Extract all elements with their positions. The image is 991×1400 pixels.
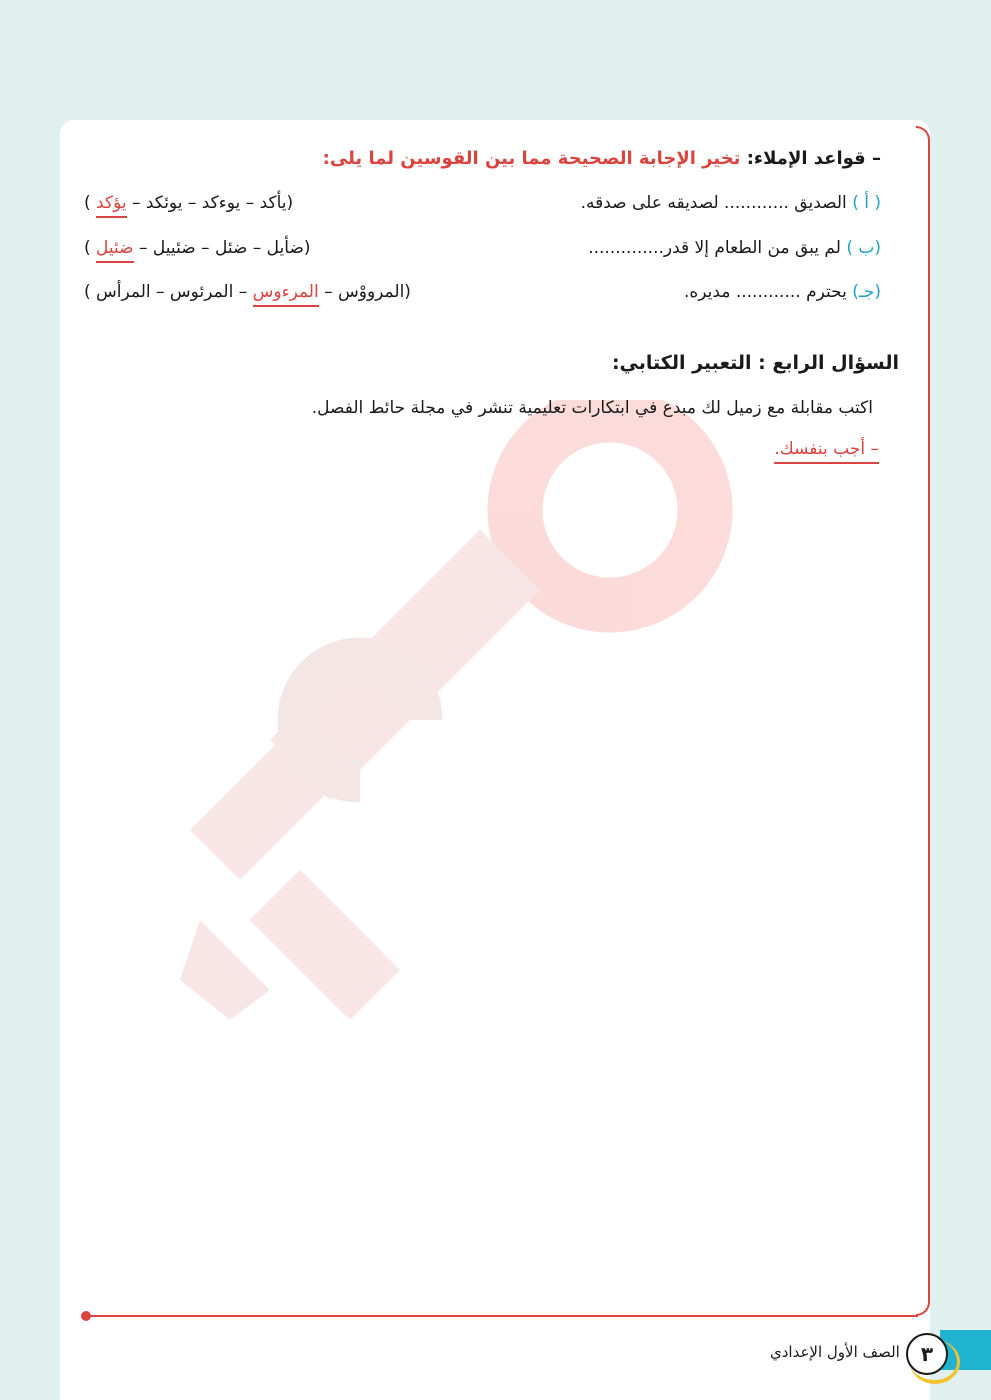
page-border-edge (916, 126, 930, 1316)
divider-dot (81, 1311, 91, 1321)
question-b-options (84, 238, 311, 258)
question-a-stem (581, 193, 881, 213)
page-number: ٣ (906, 1333, 948, 1375)
spelling-header-prefix: – قواعد الإملاء: (746, 148, 881, 169)
question-b-text: لم يبق من الطعام إلا قدر.............. (588, 238, 841, 258)
question-b-options-text: (ضأيل – ضئل – ضئييل – (133, 238, 311, 258)
section4-title: السؤال الرابع : التعبير الكتابي: (611, 352, 899, 374)
question-b-stem (588, 238, 881, 258)
question-c-text: يحترم ............ مديره. (683, 282, 847, 302)
spelling-header (323, 148, 881, 169)
question-b-close: ) (84, 238, 91, 258)
question-c-answer: المرءوس (253, 282, 319, 307)
question-b-answer: ضئيل (96, 238, 134, 263)
question-a-close: ) (84, 193, 91, 213)
question-a-options (84, 193, 293, 213)
spelling-instruction: تخير الإجابة الصحيحة مما بين القوسين لما يلى: (322, 148, 741, 169)
question-a-label: ( أ ) (852, 193, 881, 213)
question-a-text: الصديق ............ لصديقه على صدقه. (580, 193, 847, 213)
page-card (60, 120, 930, 1400)
section4-prompt: اكتب مقابلة مع زميل لك مبدع في ابتكارات تعليمية تنشر في مجلة حائط الفصل. (311, 398, 873, 418)
question-c-options-after: – المرئوس – المرأس ) (84, 282, 253, 302)
question-c-options-before: (المرووْس – (318, 282, 411, 302)
question-c-stem (684, 282, 881, 302)
footer-grade: الصف الأول الإعدادي (770, 1343, 900, 1361)
question-b-label: (ب ) (846, 238, 881, 258)
bottom-divider (86, 1315, 918, 1317)
section4-answer: – أجب بنفسك. (774, 439, 879, 464)
question-c-label: (جـ) (852, 282, 881, 302)
question-c-options (84, 282, 411, 302)
question-a-answer: يؤكد (96, 193, 127, 218)
question-a-options-text: (يأكد – يوءكد – يوئكد – (126, 193, 294, 213)
